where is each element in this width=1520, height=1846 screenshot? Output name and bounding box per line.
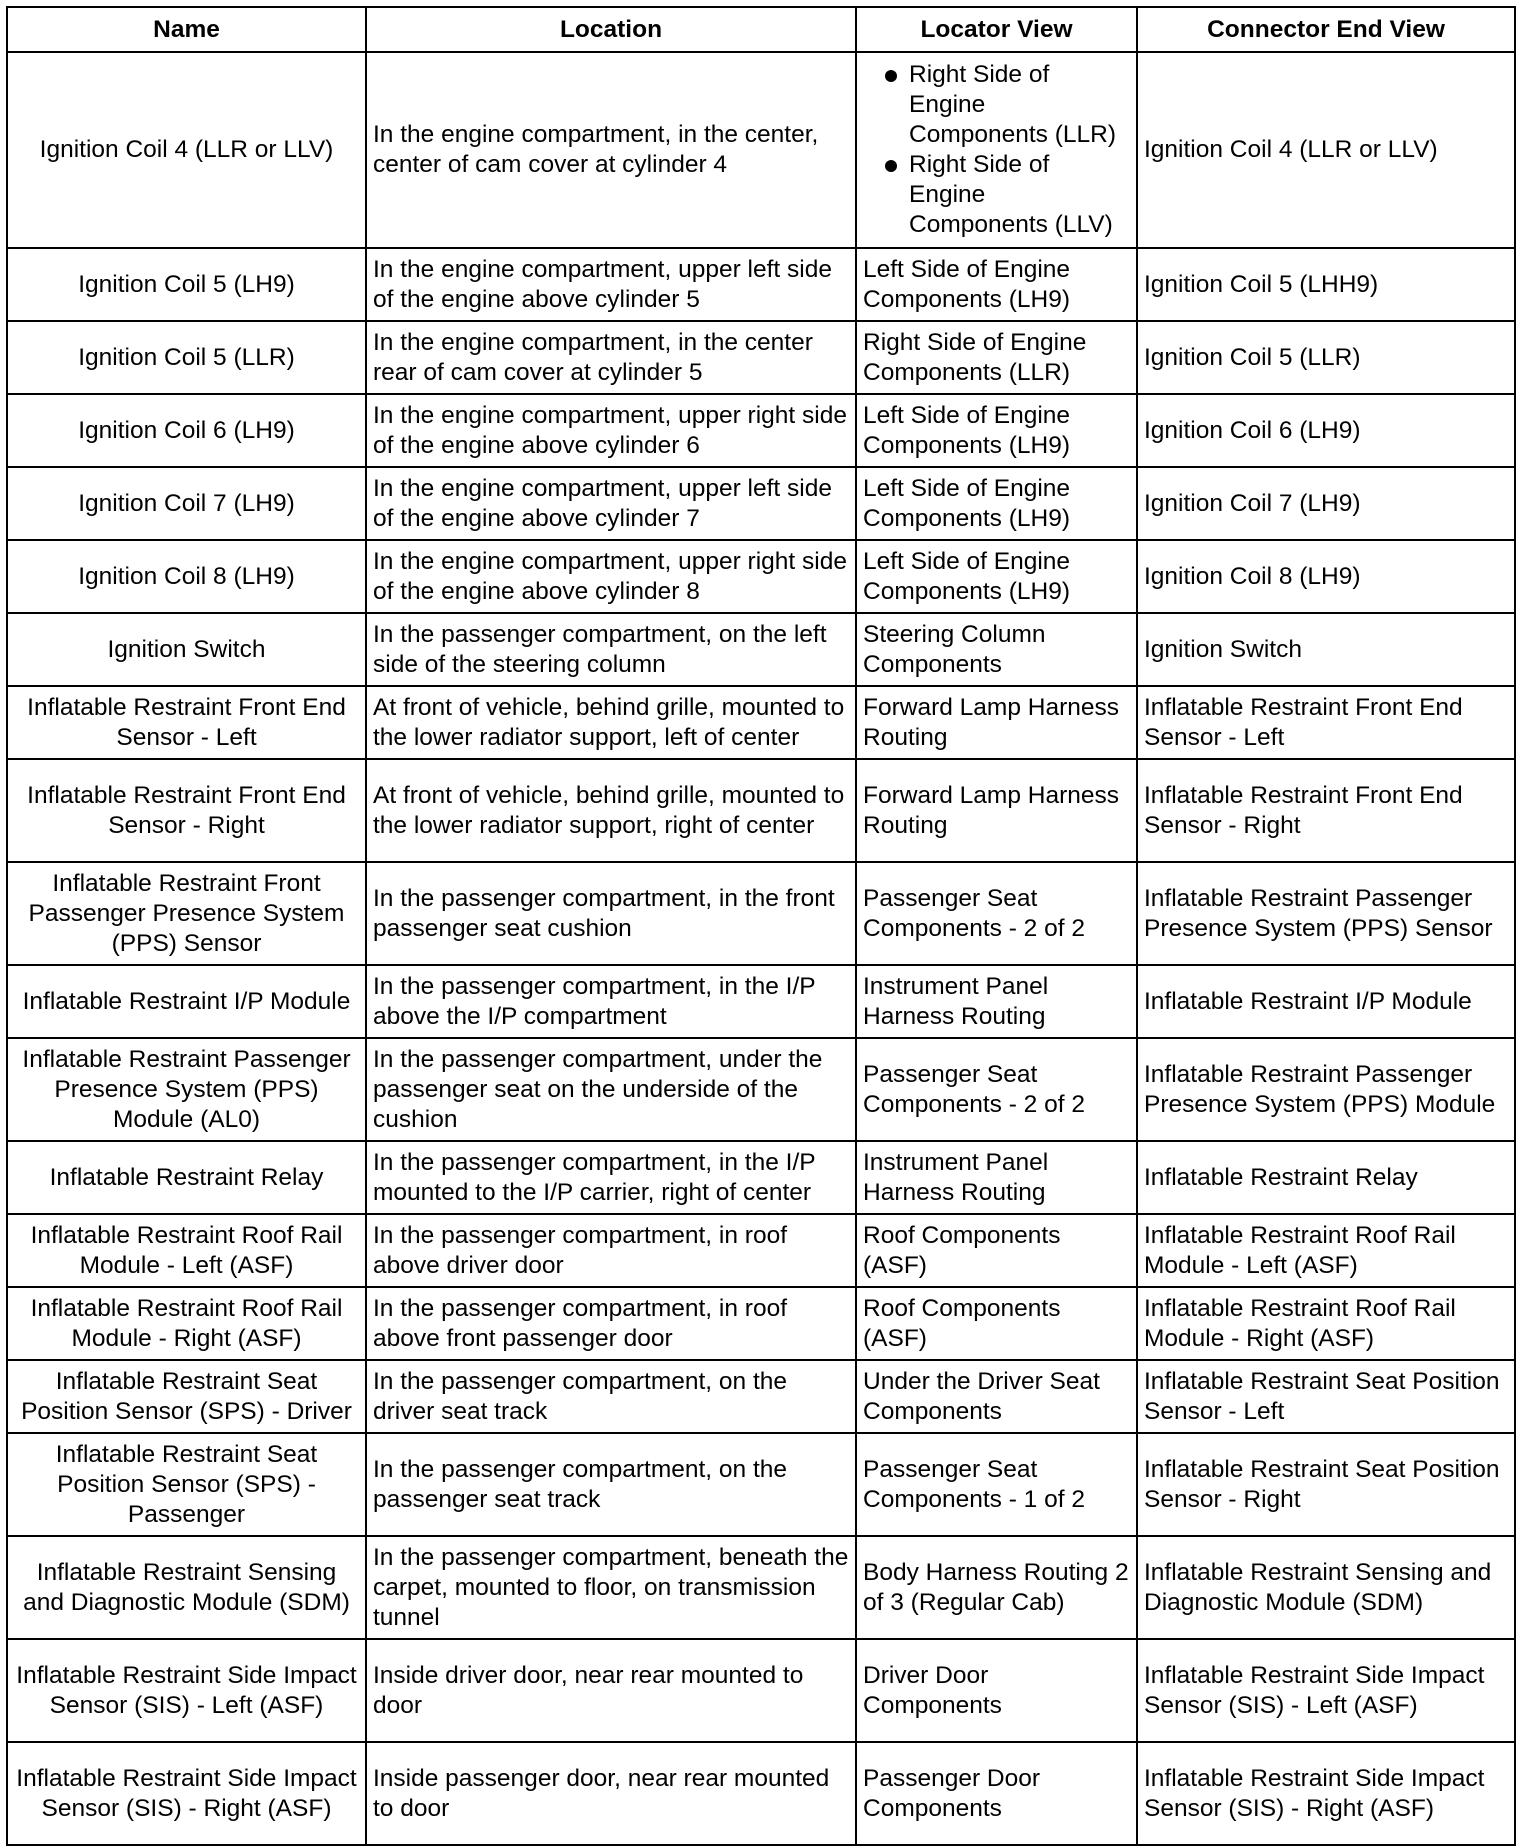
component-name-cell: Ignition Coil 7 (LH9): [7, 467, 366, 540]
locator-view-text: Right Side of Engine Components (LLV): [909, 151, 1113, 238]
locator-view-cell: Roof Components (ASF): [856, 1287, 1137, 1360]
connector-end-view-cell: Inflatable Restraint Passenger Presence System (PPS) Module: [1137, 1038, 1515, 1141]
bullet-icon: [885, 160, 897, 172]
location-cell: In the engine compartment, upper left side of the engine above cylinder 5: [366, 248, 856, 321]
location-cell: In the engine compartment, in the center rear of cam cover at cylinder 5: [366, 321, 856, 394]
component-name-cell: Inflatable Restraint Roof Rail Module - Right (ASF): [7, 1287, 366, 1360]
locator-view-cell: Passenger Seat Components - 2 of 2: [856, 1038, 1137, 1141]
component-name-cell: Inflatable Restraint Side Impact Sensor (SIS) - Right (ASF): [7, 1742, 366, 1845]
component-name-cell: Inflatable Restraint Sensing and Diagnostic Module (SDM): [7, 1536, 366, 1639]
locator-view-cell: Forward Lamp Harness Routing: [856, 686, 1137, 759]
table-row: [7, 613, 1515, 686]
location-cell: In the passenger compartment, on the driver seat track: [366, 1360, 856, 1433]
table-row: [7, 1287, 1515, 1360]
connector-end-view-cell: Inflatable Restraint Side Impact Sensor (SIS) - Left (ASF): [1137, 1639, 1515, 1742]
connector-end-view-cell: Inflatable Restraint Sensing and Diagnostic Module (SDM): [1137, 1536, 1515, 1639]
connector-end-view-cell: Ignition Coil 8 (LH9): [1137, 540, 1515, 613]
locator-view-list-item: [863, 60, 1130, 150]
connector-end-view-cell: Inflatable Restraint Side Impact Sensor (SIS) - Right (ASF): [1137, 1742, 1515, 1845]
table-row: [7, 1038, 1515, 1141]
connector-end-view-cell: Ignition Coil 7 (LH9): [1137, 467, 1515, 540]
locator-view-cell: Driver Door Components: [856, 1639, 1137, 1742]
location-cell: Inside passenger door, near rear mounted to door: [366, 1742, 856, 1845]
location-cell: In the passenger compartment, in the I/P above the I/P compartment: [366, 965, 856, 1038]
connector-end-view-cell: Ignition Coil 5 (LLR): [1137, 321, 1515, 394]
connector-end-view-cell: Inflatable Restraint Roof Rail Module - Left (ASF): [1137, 1214, 1515, 1287]
component-name-cell: Inflatable Restraint Side Impact Sensor (SIS) - Left (ASF): [7, 1639, 366, 1742]
component-name-cell: Inflatable Restraint Roof Rail Module - Left (ASF): [7, 1214, 366, 1287]
table-row: [7, 321, 1515, 394]
connector-end-view-cell: Ignition Coil 4 (LLR or LLV): [1137, 52, 1515, 248]
locator-view-cell: [856, 52, 1137, 248]
table-row: [7, 862, 1515, 965]
connector-end-view-cell: Inflatable Restraint I/P Module: [1137, 965, 1515, 1038]
component-name-cell: Ignition Switch: [7, 613, 366, 686]
location-cell: In the engine compartment, upper right side of the engine above cylinder 8: [366, 540, 856, 613]
component-name-cell: Ignition Coil 5 (LLR): [7, 321, 366, 394]
table-row: [7, 1141, 1515, 1214]
header-location: Location: [366, 7, 856, 52]
locator-view-cell: Roof Components (ASF): [856, 1214, 1137, 1287]
locator-view-cell: Passenger Seat Components - 1 of 2: [856, 1433, 1137, 1536]
locator-view-cell: Right Side of Engine Components (LLR): [856, 321, 1137, 394]
component-name-cell: Ignition Coil 5 (LH9): [7, 248, 366, 321]
location-cell: In the passenger compartment, under the passenger seat on the underside of the cushion: [366, 1038, 856, 1141]
table-row: [7, 467, 1515, 540]
locator-view-cell: Left Side of Engine Components (LH9): [856, 540, 1137, 613]
header-locator-view: Locator View: [856, 7, 1137, 52]
table-row: [7, 759, 1515, 862]
table-row: [7, 686, 1515, 759]
connector-end-view-cell: Inflatable Restraint Roof Rail Module - Right (ASF): [1137, 1287, 1515, 1360]
location-cell: At front of vehicle, behind grille, mounted to the lower radiator support, left of center: [366, 686, 856, 759]
table-row: [7, 52, 1515, 248]
locator-view-cell: Body Harness Routing 2 of 3 (Regular Cab): [856, 1536, 1137, 1639]
locator-view-cell: Forward Lamp Harness Routing: [856, 759, 1137, 862]
table-row: [7, 394, 1515, 467]
header-row: [7, 7, 1515, 52]
connector-end-view-cell: Inflatable Restraint Passenger Presence System (PPS) Sensor: [1137, 862, 1515, 965]
component-locator-table: [6, 6, 1516, 1846]
table-row: [7, 1742, 1515, 1845]
header-connector-end-view: Connector End View: [1137, 7, 1515, 52]
component-name-cell: Inflatable Restraint Seat Position Sensor (SPS) - Passenger: [7, 1433, 366, 1536]
connector-end-view-cell: Inflatable Restraint Relay: [1137, 1141, 1515, 1214]
component-name-cell: Inflatable Restraint Seat Position Sensor (SPS) - Driver: [7, 1360, 366, 1433]
table-row: [7, 1536, 1515, 1639]
connector-end-view-cell: Ignition Coil 6 (LH9): [1137, 394, 1515, 467]
locator-view-cell: Under the Driver Seat Components: [856, 1360, 1137, 1433]
table-row: [7, 1360, 1515, 1433]
table-row: [7, 965, 1515, 1038]
table-row: [7, 1214, 1515, 1287]
locator-view-list-item: [863, 150, 1130, 240]
locator-view-text: Right Side of Engine Components (LLR): [909, 61, 1116, 148]
component-name-cell: Inflatable Restraint Front Passenger Presence System (PPS) Sensor: [7, 862, 366, 965]
location-cell: In the passenger compartment, on the left side of the steering column: [366, 613, 856, 686]
location-cell: In the passenger compartment, in the I/P mounted to the I/P carrier, right of center: [366, 1141, 856, 1214]
table-row: [7, 1433, 1515, 1536]
locator-view-cell: Left Side of Engine Components (LH9): [856, 248, 1137, 321]
locator-view-cell: Left Side of Engine Components (LH9): [856, 467, 1137, 540]
component-name-cell: Inflatable Restraint Passenger Presence System (PPS) Module (AL0): [7, 1038, 366, 1141]
connector-end-view-cell: Ignition Coil 5 (LHH9): [1137, 248, 1515, 321]
locator-view-cell: Left Side of Engine Components (LH9): [856, 394, 1137, 467]
table-row: [7, 540, 1515, 613]
component-name-cell: Ignition Coil 6 (LH9): [7, 394, 366, 467]
locator-view-cell: Instrument Panel Harness Routing: [856, 965, 1137, 1038]
locator-view-cell: Instrument Panel Harness Routing: [856, 1141, 1137, 1214]
locator-view-list: [863, 60, 1130, 240]
location-cell: In the engine compartment, upper right side of the engine above cylinder 6: [366, 394, 856, 467]
header-name: Name: [7, 7, 366, 52]
connector-end-view-cell: Inflatable Restraint Seat Position Sensor - Right: [1137, 1433, 1515, 1536]
location-cell: In the passenger compartment, in roof above driver door: [366, 1214, 856, 1287]
connector-end-view-cell: Inflatable Restraint Front End Sensor - Left: [1137, 686, 1515, 759]
table-row: [7, 248, 1515, 321]
component-name-cell: Ignition Coil 8 (LH9): [7, 540, 366, 613]
component-name-cell: Inflatable Restraint Front End Sensor - Left: [7, 686, 366, 759]
component-name-cell: Ignition Coil 4 (LLR or LLV): [7, 52, 366, 248]
location-cell: In the engine compartment, in the center, center of cam cover at cylinder 4: [366, 52, 856, 248]
table-row: [7, 1639, 1515, 1742]
location-cell: In the engine compartment, upper left side of the engine above cylinder 7: [366, 467, 856, 540]
connector-end-view-cell: Inflatable Restraint Seat Position Sensor - Left: [1137, 1360, 1515, 1433]
component-name-cell: Inflatable Restraint Relay: [7, 1141, 366, 1214]
component-name-cell: Inflatable Restraint Front End Sensor - Right: [7, 759, 366, 862]
location-cell: In the passenger compartment, in the front passenger seat cushion: [366, 862, 856, 965]
location-cell: In the passenger compartment, in roof above front passenger door: [366, 1287, 856, 1360]
location-cell: In the passenger compartment, on the passenger seat track: [366, 1433, 856, 1536]
connector-end-view-cell: Inflatable Restraint Front End Sensor - Right: [1137, 759, 1515, 862]
location-cell: Inside driver door, near rear mounted to door: [366, 1639, 856, 1742]
locator-view-cell: Passenger Door Components: [856, 1742, 1137, 1845]
locator-view-cell: Passenger Seat Components - 2 of 2: [856, 862, 1137, 965]
component-name-cell: Inflatable Restraint I/P Module: [7, 965, 366, 1038]
location-cell: In the passenger compartment, beneath the carpet, mounted to floor, on transmission tunnel: [366, 1536, 856, 1639]
connector-end-view-cell: Ignition Switch: [1137, 613, 1515, 686]
location-cell: At front of vehicle, behind grille, mounted to the lower radiator support, right of center: [366, 759, 856, 862]
locator-view-cell: Steering Column Components: [856, 613, 1137, 686]
bullet-icon: [885, 70, 897, 82]
